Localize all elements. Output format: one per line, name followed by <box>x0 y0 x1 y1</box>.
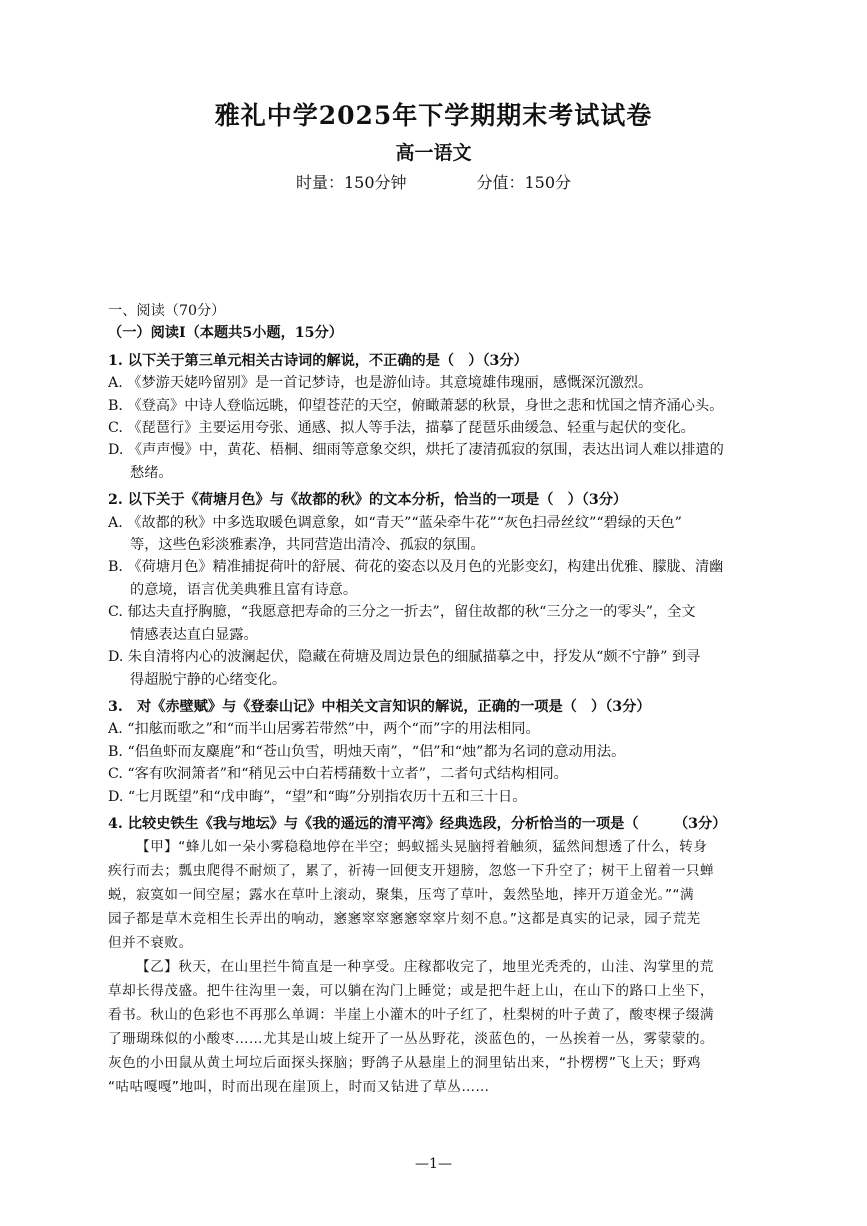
passage-jia-line: 疾行而去；瓢虫爬得不耐烦了，累了，祈祷一回便支开翅膀，忽悠一下升空了；树干上留着一只蝉 <box>108 863 715 880</box>
q1-option-d: D. 《声声慢》中，黄花、梧桐、细雨等意象交织，烘托了凄清孤寂的氛围，表达出词人难以排遣的 <box>108 442 724 459</box>
exam-body <box>108 298 768 1099</box>
q2-option-b: B. 《荷塘月色》精准捕捉荷叶的舒展、荷花的姿态以及月色的光影变幻，构建出优雅、朦胧、清幽 <box>108 559 724 576</box>
exam-meta <box>0 170 867 193</box>
passage-jia <box>108 835 768 955</box>
exam-subject: 高一语文 <box>395 142 472 164</box>
q3-option-a: A. “扣舷而歌之”和“而半山居雾若带然”中，两个“而”字的用法相同。 <box>108 721 540 738</box>
question-4-stem: 4. 比较史铁生《我与地坛》与《我的遥远的清平湾》经典选段，分析恰当的一项是（ （3分） <box>108 815 727 832</box>
q3-option-d: D. “七月既望”和“戊申晦”，“望”和“晦”分别指农历十五和三十日。 <box>108 788 527 805</box>
passage-jia-line: 【甲】“蜂儿如一朵小雾稳稳地停在半空；蚂蚁摇头晃脑捋着触须，猛然间想透了什么，转身 <box>136 839 708 856</box>
q2-option-d-cont: 得超脱宁静的心绪变化。 <box>130 671 287 688</box>
q3-option-c: C. “客有吹洞箫者”和“稍见云中白若樗蒱数十立者”，二者句式结构相同。 <box>108 766 568 783</box>
passage-jia-line: 蜕，寂寞如一间空屋；露水在草叶上滚动，聚集，压弯了草叶，轰然坠地，摔开万道金光。”“满 <box>108 887 695 904</box>
exam-score: 分值：150分 <box>476 173 572 192</box>
page-number: —1— <box>415 1156 452 1172</box>
q1-option-a: A. 《梦游天姥吟留别》是一首记梦诗，也是游仙诗。其意境雄伟瑰丽，感慨深沉激烈。 <box>108 375 653 392</box>
question-3-stem: 3. 对《赤壁赋》与《登泰山记》中相关文言知识的解说，正确的一项是（ ）（3分） <box>108 698 651 715</box>
passage-yi <box>108 955 768 1099</box>
q2-option-c-cont: 情感表达直白显露。 <box>130 626 258 643</box>
passage-yi-line: 了珊瑚珠似的小酸枣……尤其是山坡上绽开了一丛丛野花，淡蓝色的，一丛挨着一丛，雾蒙蒙的。 <box>108 1031 715 1048</box>
q1-option-c: C. 《琵琶行》主要运用夸张、通感、拟人等手法，描摹了琵琶乐曲缓急、轻重与起伏的变化。 <box>108 420 695 437</box>
question-2-stem: 2. 以下关于《荷塘月色》与《故都的秋》的文本分析，恰当的一项是（ ）（3分） <box>108 492 628 509</box>
passage-yi-line: 看书。秋山的色彩也不再那么单调：半崖上小灌木的叶子红了，杜梨树的叶子黄了，酸枣棵子缀满 <box>108 1007 715 1024</box>
exam-time: 时量：150分钟 <box>295 173 407 192</box>
section-heading: 一、阅读（70分） <box>108 303 226 319</box>
q3-option-b: B. “侣鱼虾而友麋鹿”和“苍山负雪，明烛天南”，“侣”和“烛”都为名词的意动用法。 <box>108 743 626 760</box>
q1-option-b: B. 《登高》中诗人登临远眺，仰望苍茫的天空，俯瞰萧瑟的秋景，身世之悲和忧国之情齐涌心头。 <box>108 397 724 414</box>
q1-option-d-cont: 愁绪。 <box>130 464 173 481</box>
passage-yi-line: 【乙】秋天，在山里拦牛简直是一种享受。庄稼都收完了，地里光秃秃的，山洼、沟掌里的荒 <box>136 959 714 976</box>
passage-yi-line: “咕咕嘎嘎”地叫，时而出现在崖顶上，时而又钻进了草丛…… <box>108 1079 490 1096</box>
q2-option-a: A. 《故都的秋》中多选取暖色调意象，如“青天”“蓝朵牵牛花”“灰色扫帚丝纹”“碧绿的天色” <box>108 514 682 531</box>
q2-option-d: D. 朱自清将内心的波澜起伏，隐藏在荷塘及周边景色的细腻描摹之中，抒发从“颇不宁静” 到寻 <box>108 649 701 666</box>
passage-jia-line: 但并不衰败。 <box>108 935 193 952</box>
q2-option-c: C. 郁达夫直抒胸臆，“我愿意把寿命的三分之一折去”，留住故都的秋“三分之一的零头”，全文 <box>108 604 696 621</box>
exam-title: 雅礼中学2025年下学期期末考试试卷 <box>214 101 653 130</box>
passage-yi-line: 灰色的小田鼠从黄土坷垃后面探头探脑；野鸽子从悬崖上的洞里钻出来，“扑楞楞”飞上天；野鸡 <box>108 1055 701 1072</box>
passage-yi-line: 草却长得茂盛。把牛往沟里一轰，可以躺在沟门上睡觉；或是把牛赶上山，在山下的路口上坐下， <box>108 983 715 1000</box>
q2-option-a-cont: 等，这些色彩淡雅素净，共同营造出清冷、孤寂的氛围。 <box>130 537 485 554</box>
q2-option-b-cont: 的意境，语言优美典雅且富有诗意。 <box>130 581 358 598</box>
subsection-heading: （一）阅读Ⅰ（本题共5小题，15分） <box>108 325 343 342</box>
question-1-stem: 1. 以下关于第三单元相关古诗词的解说，不正确的是（ ）（3分） <box>108 352 528 369</box>
passage-jia-line: 园子都是草木竞相生长弄出的响动，窸窸窣窣窸窸窣窣片刻不息。”这都是真实的记录，园子荒芜 <box>108 911 701 928</box>
